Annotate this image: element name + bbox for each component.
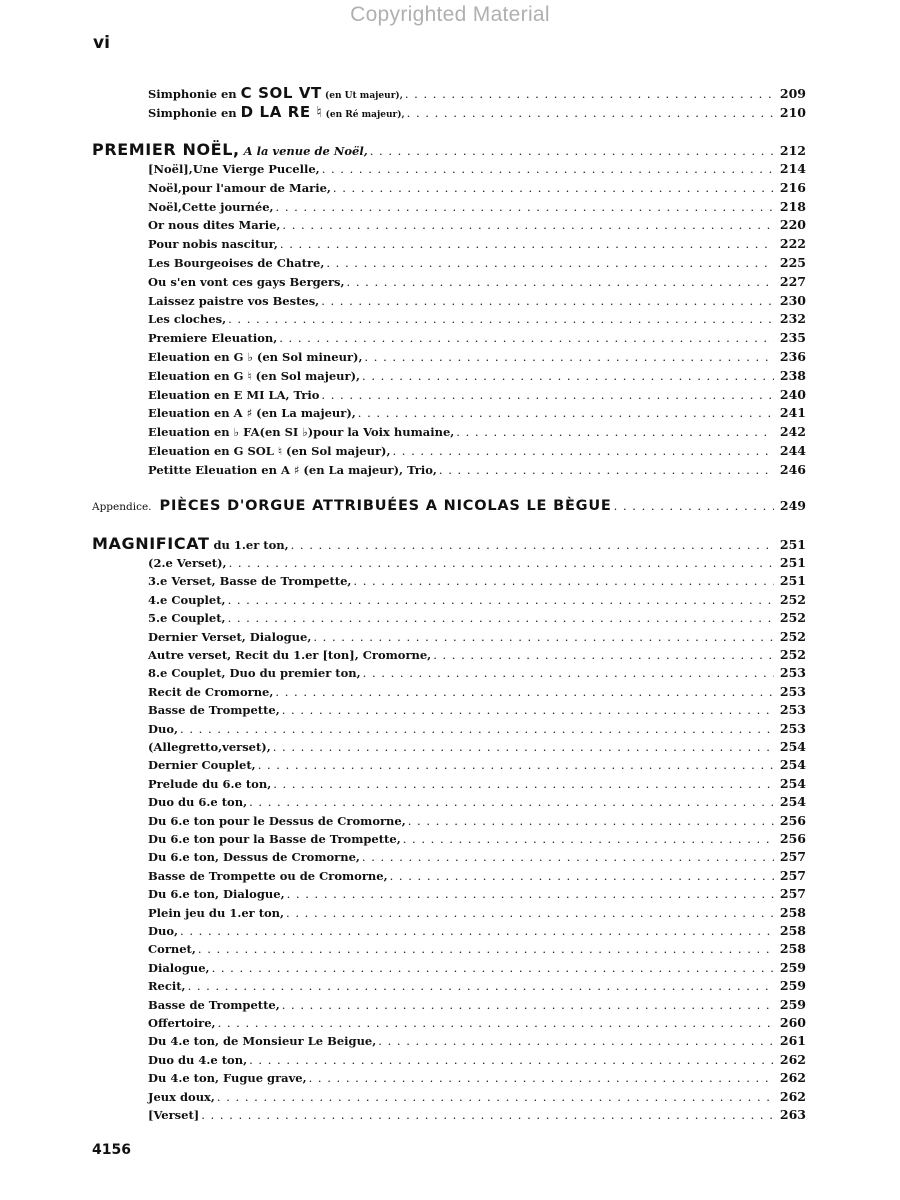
entry-title: Recit de Cromorne, (148, 684, 274, 699)
entry-title: Les Bourgeoises de Chatre, (148, 256, 325, 270)
leader-dots (273, 738, 774, 756)
toc-entry (0, 793, 900, 811)
entry-title: [Noël],Une Vierge Pucelle, (148, 162, 320, 176)
appendix-title: Appendice. PIÈCES D'ORGUE ATTRIBUÉES A NICOLAS LE BÈGUE (92, 498, 612, 514)
entry-title: Prelude du 6.e ton, (148, 776, 272, 791)
entry-title: Dialogue, (148, 960, 210, 975)
entry-title: Duo du 4.e ton, (148, 1052, 248, 1067)
entry-title: Les cloches, (148, 312, 227, 327)
entry-title: 8.e Couplet, Duo du premier ton, (148, 666, 361, 681)
entry-page: 222 (779, 236, 806, 252)
entry-page: 212 (779, 143, 806, 158)
toc-entry (0, 591, 900, 609)
entry-title: Premiere Eleuation, (148, 331, 278, 346)
entry-page: 256 (779, 831, 806, 846)
entry-title: Noël,pour l'amour de Marie, (148, 180, 331, 195)
entry-title: Du 6.e ton, Dessus de Cromorne, (148, 850, 360, 865)
leader-dots (218, 1014, 774, 1032)
entry-page: 261 (779, 1033, 806, 1049)
entry-page: 262 (779, 1070, 806, 1086)
toc-entry (0, 959, 900, 977)
entry-page: 252 (779, 628, 806, 644)
entry-page: 254 (779, 775, 806, 791)
entry-title: Simphonie en D LA RE ♮ (en Ré majeur), (148, 103, 405, 121)
leader-dots (280, 235, 774, 253)
leader-dots (228, 310, 774, 328)
entry-page: 252 (779, 610, 806, 626)
leader-dots (614, 497, 774, 515)
toc-entry (0, 940, 900, 958)
entry-title: Jeux doux, (148, 1089, 215, 1104)
entry-page: 214 (779, 161, 806, 176)
entry-page: 252 (779, 591, 806, 607)
toc-entry (0, 348, 900, 366)
entry-page: 259 (779, 978, 806, 994)
entry-title: (Allegretto,verset), (148, 740, 271, 754)
leader-dots (273, 775, 774, 793)
toc-entry (0, 423, 900, 441)
entry-title: Basse de Trompette, (148, 997, 280, 1012)
toc-entry (0, 367, 900, 385)
entry-page: 257 (779, 867, 806, 883)
toc-entry-simphonie-d (0, 103, 900, 121)
toc-entry (0, 701, 900, 719)
leader-dots (321, 386, 774, 404)
entry-page: 242 (779, 424, 806, 440)
toc-entry (0, 386, 900, 404)
toc-entry (0, 179, 900, 197)
toc-entry (0, 273, 900, 291)
entry-page: 260 (779, 1015, 806, 1030)
entry-page: 254 (779, 757, 806, 773)
entry-page: 251 (779, 537, 806, 552)
leader-dots (408, 812, 774, 830)
leader-dots (362, 367, 774, 385)
leader-dots (390, 867, 774, 885)
leader-dots (188, 977, 774, 995)
leader-dots (392, 442, 774, 460)
toc-entry (0, 1088, 900, 1106)
leader-dots (275, 683, 774, 701)
leader-dots (201, 1106, 774, 1124)
entry-page: 257 (779, 849, 806, 865)
entry-title: [Verset] (148, 1108, 200, 1122)
toc-entry (0, 1106, 900, 1124)
toc-entry (0, 572, 900, 590)
entry-title: Ou s'en vont ces gays Bergers, (148, 274, 345, 289)
leader-dots (313, 628, 774, 646)
leader-dots (282, 216, 774, 234)
toc-entry (0, 329, 900, 347)
watermark: Copyrighted Material (350, 3, 550, 26)
toc-entry (0, 554, 900, 572)
entry-page: 259 (779, 996, 806, 1012)
toc-entry (0, 1069, 900, 1087)
toc-entry (0, 977, 900, 995)
leader-dots (378, 1032, 774, 1050)
entry-page: 218 (779, 198, 806, 214)
toc-entry (0, 756, 900, 774)
leader-dots (282, 701, 774, 719)
toc-entry (0, 775, 900, 793)
toc-entry (0, 664, 900, 682)
leader-dots (439, 461, 774, 479)
toc-entry (0, 683, 900, 701)
entry-title: Eleuation en A ♯ (en La majeur), (148, 406, 356, 421)
toc-entry (0, 830, 900, 848)
entry-page: 253 (779, 720, 806, 736)
toc-entry (0, 885, 900, 903)
toc-entry-simphonie-c (0, 84, 900, 102)
entry-title: Recit, (148, 979, 186, 994)
entry-title: Plein jeu du 1.er ton, (148, 905, 285, 920)
entry-page: 258 (779, 941, 806, 957)
appendix-heading (0, 497, 900, 519)
entry-page: 227 (779, 273, 806, 289)
leader-dots (364, 348, 774, 366)
leader-dots (362, 848, 774, 866)
leader-dots (276, 198, 774, 216)
toc-entry (0, 1032, 900, 1050)
toc-entry (0, 738, 900, 756)
entry-page: 246 (779, 461, 806, 477)
entry-title: Eleuation en G ♮ (en Sol majeur), (148, 368, 361, 383)
toc-entry (0, 646, 900, 664)
toc-entry (0, 848, 900, 866)
leader-dots (249, 1051, 774, 1069)
entry-title: Eleuation en G SOL ♮ (en Sol majeur), (148, 444, 391, 458)
entry-title: Cornet, (148, 942, 196, 957)
entry-title: 3.e Verset, Basse de Trompette, (148, 574, 352, 589)
entry-page: 256 (779, 812, 806, 828)
leader-dots (279, 329, 774, 347)
leader-dots (180, 922, 774, 940)
page-number-label: vi (93, 33, 110, 53)
entry-page: 253 (779, 702, 806, 718)
toc-entry (0, 1014, 900, 1032)
entry-title: Eleuation en ♭ FA(en SI ♭)pour la Voix humaine, (148, 425, 455, 440)
leader-dots (353, 572, 774, 590)
entry-page: 216 (779, 179, 806, 195)
entry-title: Duo, (148, 721, 179, 736)
leader-dots (370, 142, 774, 160)
entry-page: 257 (779, 886, 806, 902)
leader-dots (229, 554, 774, 572)
entry-title: Or nous dites Marie, (148, 218, 281, 233)
entry-page: 238 (779, 367, 806, 383)
section-title: PREMIER NOËL, A la venue de Noël, (92, 140, 368, 159)
leader-dots (217, 1088, 774, 1106)
entry-title: 5.e Couplet, (148, 611, 226, 626)
entry-page: 240 (779, 386, 806, 402)
entry-title: Pour nobis nascitur, (148, 237, 278, 252)
catalog-number: 4156 (92, 1142, 131, 1158)
entry-title: Offertoire, (148, 1016, 216, 1030)
entry-title: Simphonie en C SOL VT (en Ut majeur), (148, 84, 403, 102)
entry-title: Petitte Eleuation en A ♯ (en La majeur), Trio, (148, 462, 437, 477)
leader-dots (212, 959, 774, 977)
entry-page: 254 (779, 739, 806, 754)
leader-dots (180, 720, 774, 738)
toc-entry (0, 235, 900, 253)
toc-entry (0, 812, 900, 830)
leader-dots (403, 830, 774, 848)
entry-title: Duo du 6.e ton, (148, 795, 248, 810)
entry-page: 210 (779, 105, 806, 120)
leader-dots (358, 404, 774, 422)
entry-page: 259 (779, 959, 806, 975)
section-heading-magnificat (0, 535, 900, 553)
entry-title: Eleuation en E MI LA, Trio (148, 387, 320, 402)
entry-title: Duo, (148, 924, 179, 938)
entry-page: 253 (779, 683, 806, 699)
leader-dots (291, 536, 774, 554)
leader-dots (249, 793, 774, 811)
entry-page: 262 (779, 1088, 806, 1104)
leader-dots (363, 664, 774, 682)
toc-entry (0, 628, 900, 646)
entry-page: 241 (779, 405, 806, 421)
leader-dots (286, 904, 774, 922)
entry-page: 253 (779, 665, 806, 681)
toc-entry (0, 996, 900, 1014)
leader-dots (282, 996, 774, 1014)
entry-page: 235 (779, 330, 806, 346)
entry-title: Basse de Trompette ou de Cromorne, (148, 868, 388, 883)
entry-title: Dernier Verset, Dialogue, (148, 629, 312, 644)
entry-title: (2.e Verset), (148, 556, 227, 570)
section-title: MAGNIFICAT du 1.er ton, (92, 534, 289, 553)
leader-dots (258, 756, 774, 774)
leader-dots (326, 254, 774, 272)
leader-dots (228, 609, 774, 627)
entry-page: 251 (779, 573, 806, 589)
entry-title: Du 4.e ton, Fugue grave, (148, 1071, 307, 1086)
toc-entry (0, 216, 900, 234)
entry-page: 251 (779, 555, 806, 570)
entry-page: 232 (779, 311, 806, 327)
leader-dots (228, 591, 774, 609)
toc-entry (0, 292, 900, 310)
entry-page: 236 (779, 349, 806, 364)
entry-title: Du 6.e ton, Dialogue, (148, 887, 285, 902)
entry-title: Basse de Trompette, (148, 703, 280, 718)
entry-title: Dernier Couplet, (148, 758, 256, 773)
leader-dots (198, 940, 774, 958)
entry-page: 258 (779, 904, 806, 920)
leader-dots (456, 423, 774, 441)
leader-dots (347, 273, 774, 291)
leader-dots (322, 160, 774, 178)
entry-title: Noël,Cette journée, (148, 199, 274, 214)
entry-title: Eleuation en G ♭ (en Sol mineur), (148, 350, 363, 364)
entry-title: Laissez paistre vos Bestes, (148, 293, 320, 308)
leader-dots (333, 179, 774, 197)
entry-page: 209 (779, 86, 806, 101)
toc-entry (0, 720, 900, 738)
toc-entry (0, 310, 900, 328)
leader-dots (433, 646, 774, 664)
toc-entry (0, 867, 900, 885)
entry-page: 262 (779, 1051, 806, 1067)
leader-dots (405, 85, 774, 103)
entry-title: Autre verset, Recit du 1.er [ton], Cromorne, (148, 648, 432, 662)
toc-entry (0, 442, 900, 460)
entry-page: 263 (779, 1107, 806, 1122)
leader-dots (321, 292, 774, 310)
toc-entry (0, 1051, 900, 1069)
leader-dots (407, 104, 774, 122)
entry-page: 252 (779, 647, 806, 662)
toc-entry (0, 609, 900, 627)
toc-entry (0, 254, 900, 272)
toc-entry (0, 198, 900, 216)
entry-page: 254 (779, 794, 806, 810)
toc-entry (0, 922, 900, 940)
entry-title: Du 4.e ton, de Monsieur Le Beigue, (148, 1034, 377, 1049)
toc-entry (0, 904, 900, 922)
section-heading-premier-noel (0, 141, 900, 159)
entry-page: 244 (779, 443, 806, 458)
leader-dots (309, 1069, 774, 1087)
leader-dots (287, 885, 774, 903)
entry-title: Du 6.e ton pour le Dessus de Cromorne, (148, 813, 406, 828)
entry-page: 230 (779, 292, 806, 308)
toc-entry (0, 404, 900, 422)
entry-page: 225 (779, 255, 806, 270)
entry-title: Du 6.e ton pour la Basse de Trompette, (148, 832, 401, 846)
entry-page: 258 (779, 923, 806, 938)
entry-title: 4.e Couplet, (148, 592, 226, 607)
entry-page: 220 (779, 217, 806, 233)
toc-entry (0, 461, 900, 479)
entry-page: 249 (779, 498, 806, 513)
toc-entry (0, 160, 900, 178)
